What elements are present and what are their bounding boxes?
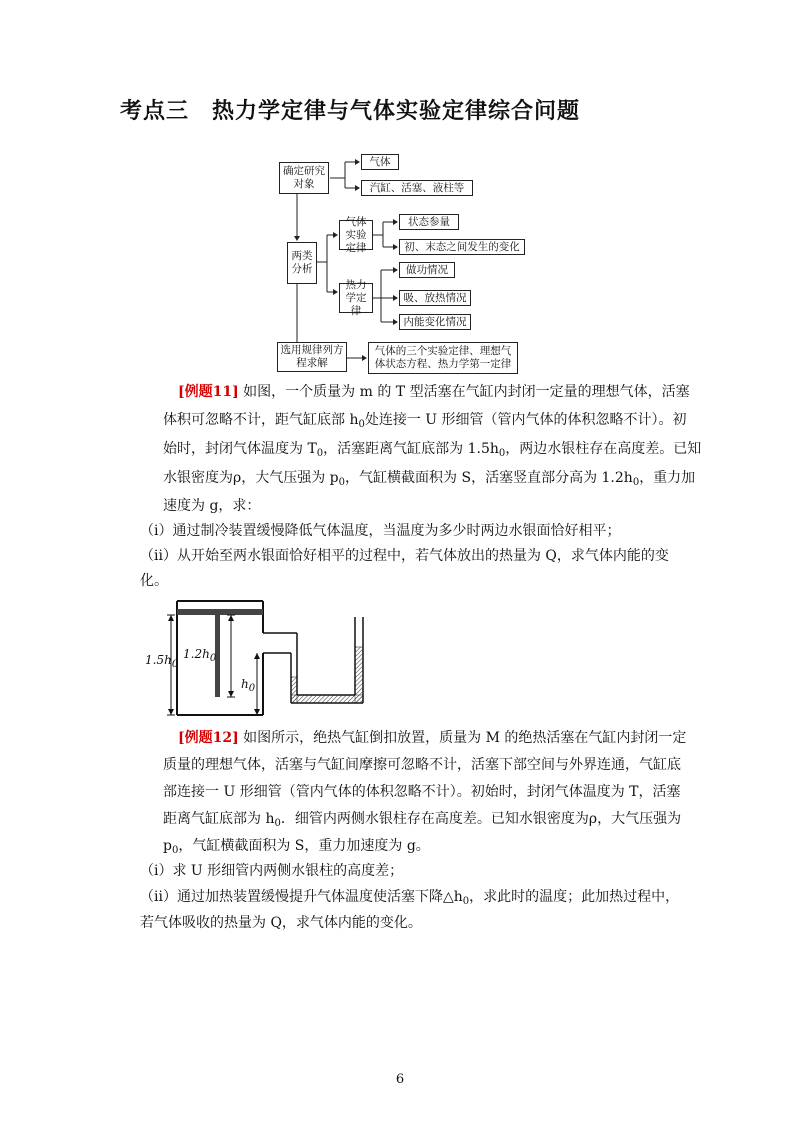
page-number: 6 [395, 1072, 405, 1087]
flow-laws-box: 气体的三个实验定律、理想气体状态方程、热力学第一定律 [368, 342, 518, 374]
label-1-5h0: $1.5h_0$ [145, 653, 179, 670]
flow-two-analysis-box: 两类分析 [287, 242, 317, 284]
flow-choose-box: 选用规律列方程求解 [277, 342, 347, 372]
label-h0: $h_0$ [241, 677, 256, 694]
ex12-line5: $p_0$，气缸横截面积为 S，重力加速度为 g。 [163, 838, 430, 856]
ex11-line3: 始时，封闭气体温度为 $T_0$，活塞距离气缸底部为 $1.5h_0$，两边水银柱存在高度差。已知 [163, 441, 702, 459]
ex12-q2a: （ii）通过加热装置缓慢提升气体温度使活塞下降$\triangle h_0$，求此时的温度；此加热过程中， [140, 889, 680, 907]
concept-flowchart [275, 150, 535, 380]
ex11-q1: （i）通过制冷装置缓慢降低气体温度，当温度为多少时两边水银面恰好相平； [140, 523, 621, 539]
figure-drawing [145, 595, 385, 720]
ex11-line4: 水银密度为ρ，大气压强为 $p_0$，气缸横截面积为 S，活塞竖直部分高为 $1.2h_0$，重力加 [163, 470, 696, 488]
ex12-label: [例题12] [178, 730, 239, 746]
flow-gas-box: 气体 [361, 154, 399, 170]
cylinder-u-tube-figure [145, 595, 385, 724]
ex12-line2: 质量的理想气体，活塞与气缸间摩擦可忽略不计，活塞下部空间与外界连通，气缸底 [163, 757, 681, 773]
flow-work-box: 做功情况 [399, 262, 455, 278]
flow-root-box: 确定研究对象 [279, 162, 329, 194]
ex11-q2a: （ii）从开始至两水银面恰好相平的过程中，若气体放出的热量为 Q，求气体内能的变 [140, 548, 669, 564]
ex11-line1: [例题11] 如图，一个质量为 m 的 T 型活塞在气缸内封闭一定量的理想气体，活塞 [178, 384, 690, 400]
flow-heat-box: 吸、放热情况 [399, 290, 471, 306]
flow-state-params-box: 状态参量 [399, 214, 459, 230]
page-title: 考点三 热力学定律与气体实验定律综合问题 [120, 99, 581, 124]
flow-cylinder-box: 汽缸、活塞、液柱等 [361, 180, 473, 196]
flow-state-change-box: 初、末态之间发生的变化 [399, 239, 525, 255]
flow-internal-box: 内能变化情况 [399, 314, 471, 330]
ex12-line1: [例题12] 如图所示，绝热气缸倒扣放置，质量为 M 的绝热活塞在气缸内封闭一定 [178, 730, 687, 746]
ex12-line3: 部连接一 U 形细管（管内气体的体积忽略不计）。初始时，封闭气体温度为 T，活塞 [163, 784, 681, 800]
ex12-q1: （i）求 U 形细管内两侧水银柱的高度差； [140, 863, 404, 879]
ex11-q2b: 化。 [140, 573, 168, 589]
flow-gas-law-box: 气体实验定律 [339, 220, 373, 250]
flow-thermo-law-box: 热力学定律 [339, 283, 373, 313]
ex11-label: [例题11] [178, 384, 239, 400]
ex12-line4: 距离气缸底部为 $h_0$．细管内两侧水银柱存在高度差。已知水银密度为ρ，大气压强为 [163, 811, 682, 829]
label-1-2h0: $1.2h_0$ [183, 647, 217, 664]
ex12-q2c: 若气体吸收的热量为 Q，求气体内能的变化。 [140, 915, 422, 931]
ex11-line5: 速度为 g，求： [163, 498, 261, 514]
ex11-line2: 体积可忽略不计，距气缸底部 $h_0$处连接一 U 形细管（管内气体的体积忽略不计）。初 [163, 412, 687, 430]
